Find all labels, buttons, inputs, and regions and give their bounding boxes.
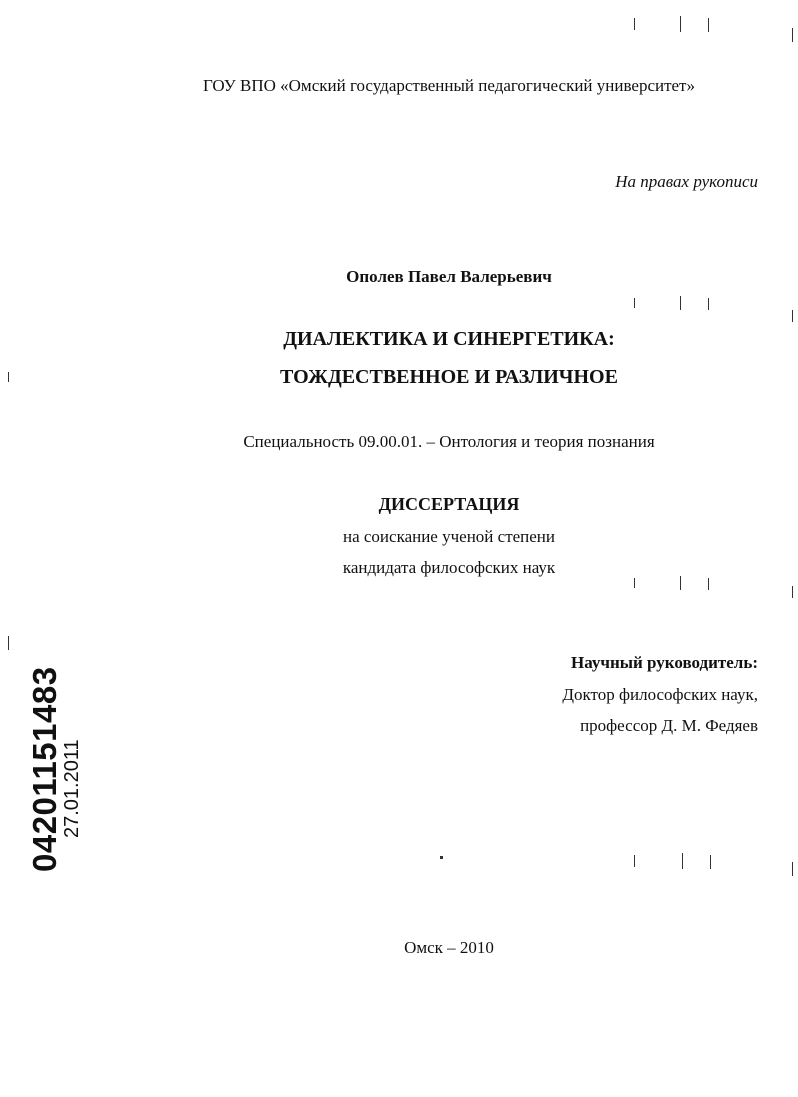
library-stamp-number: 04201151483 bbox=[26, 666, 63, 872]
document-type: ДИССЕРТАЦИЯ bbox=[378, 494, 520, 514]
city-year: Омск – 2010 bbox=[404, 938, 494, 957]
degree-line-2: кандидата философских наук bbox=[342, 558, 556, 577]
author-name: Ополев Павел Валерьевич bbox=[346, 267, 552, 286]
library-stamp-date: 27.01.2011 bbox=[61, 739, 83, 838]
advisor-label: Научный руководитель: bbox=[571, 653, 758, 672]
title-line-2: ТОЖДЕСТВЕННОЕ И РАЗЛИЧНОЕ bbox=[280, 366, 618, 388]
advisor-name: профессор Д. М. Федяев bbox=[580, 716, 758, 735]
title-line-1: ДИАЛЕКТИКА И СИНЕРГЕТИКА: bbox=[283, 328, 615, 350]
specialty: Специальность 09.00.01. – Онтология и теория познания bbox=[243, 432, 655, 451]
manuscript-note: На правах рукописи bbox=[615, 172, 758, 191]
advisor-degree: Доктор философских наук, bbox=[562, 685, 758, 704]
institution-name: ГОУ ВПО «Омский государственный педагогический университет» bbox=[203, 76, 695, 95]
degree-line-1: на соискание ученой степени bbox=[342, 527, 556, 546]
